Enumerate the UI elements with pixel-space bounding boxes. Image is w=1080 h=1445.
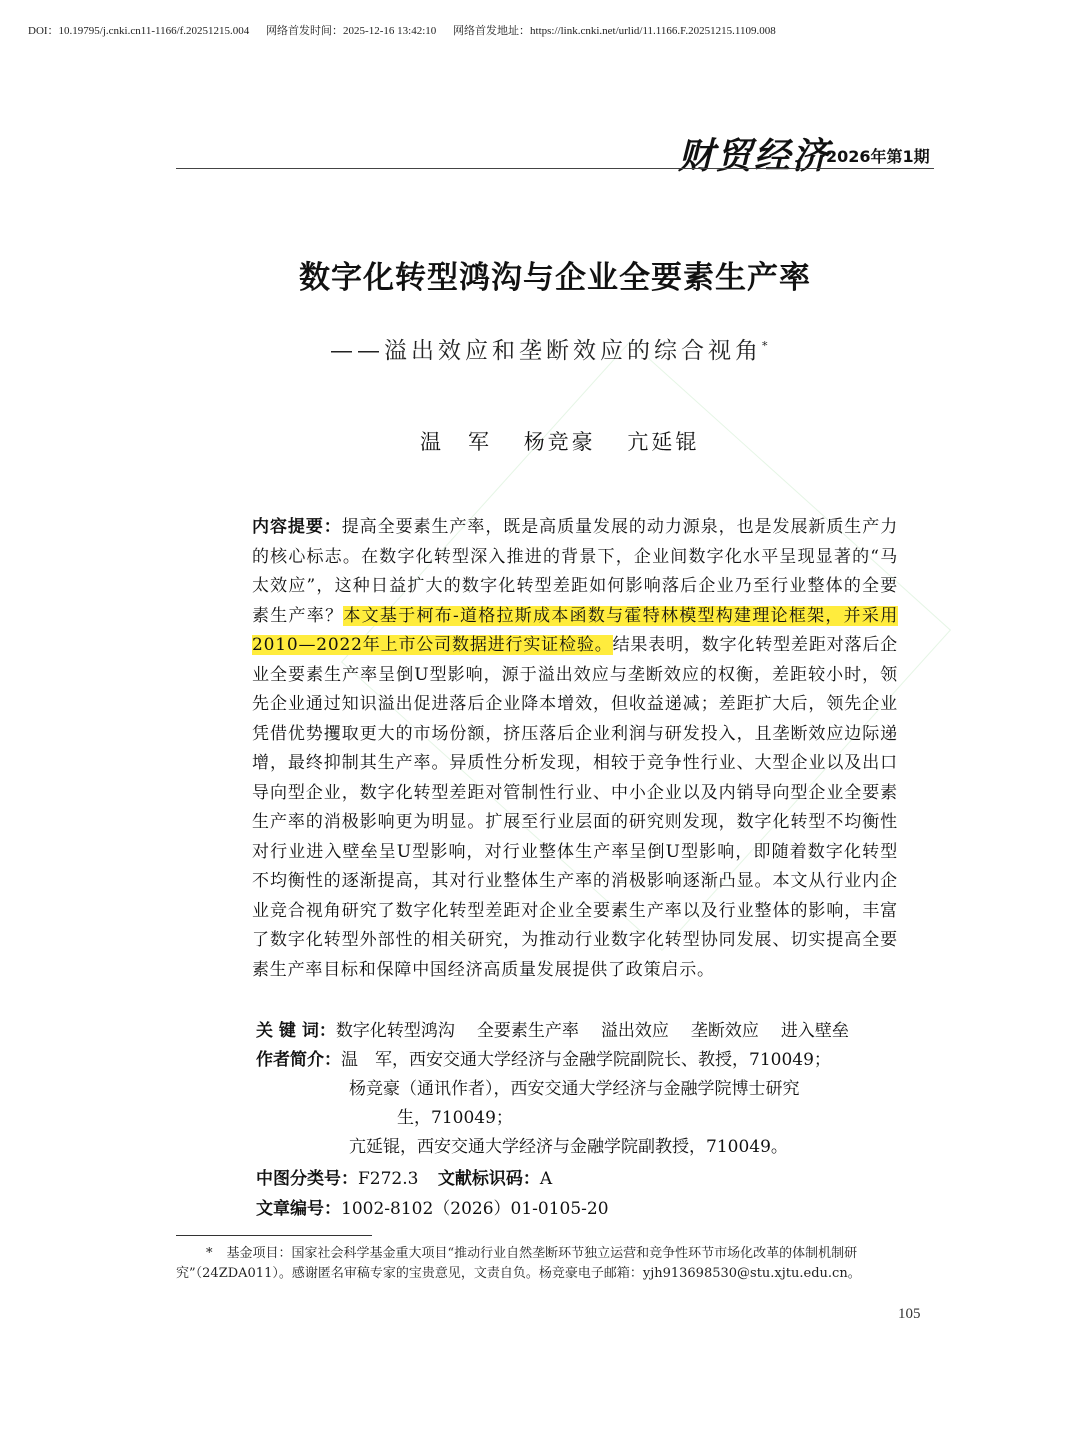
keywords-line (256, 1017, 871, 1046)
funding-marker[interactable]: * (762, 339, 768, 353)
author-list (420, 426, 721, 456)
online-time: 网络首发时间：2025-12-16 13:42:10 (266, 25, 437, 37)
doc-code-label: 文献标识码： (437, 1169, 540, 1189)
footnote (176, 1244, 936, 1284)
footnote-marker: * (206, 1246, 213, 1261)
clc-label: 中图分类号： (256, 1169, 358, 1189)
keyword-item: 进入壁垒 (780, 1021, 849, 1041)
abstract-paragraph (212, 513, 898, 985)
doi-text[interactable]: DOI：10.19795/j.cnki.cn11-1166/f.20251215.004 (28, 25, 250, 37)
article-id-label: 文章编号： (256, 1199, 341, 1219)
page-number: 105 (898, 1306, 921, 1322)
online-url[interactable]: 网络首发地址：https://link.cnki.net/urlid/11.1166.F.20251215.1109.008 (453, 25, 776, 37)
author-name: 亢延锟 (627, 430, 700, 454)
keyword-item: 数字化转型鸿沟 (335, 1021, 455, 1041)
clc-value: F272.3 (358, 1169, 419, 1189)
keyword-item: 溢出效应 (600, 1021, 669, 1041)
subtitle-text: ——溢出效应和垄断效应的综合视角 (330, 338, 762, 364)
article-subtitle (330, 332, 768, 365)
author-info (256, 1046, 906, 1162)
author-name: 温 军 (420, 430, 492, 454)
author-info-line: 杨竞豪（通讯作者），西安交通大学经济与金融学院博士研究 (349, 1079, 800, 1099)
highlighted-text[interactable]: 本文基于柯布-道格拉斯成本函数与霍特林模型构建理论框架，并采用2010—2022年上市公司数据进行实证检验。 (252, 605, 899, 655)
author-info-line: 生，710049； (397, 1108, 513, 1128)
footnote-divider (176, 1235, 372, 1236)
article-id-line (256, 1195, 609, 1224)
abstract (212, 513, 898, 985)
author-name: 杨竞豪 (523, 430, 596, 454)
author-info-text: 温 军，西安交通大学经济与金融学院副院长、教授，710049； (341, 1050, 831, 1070)
author-info-line: 亢延锟，西安交通大学经济与金融学院副教授，710049。 (349, 1137, 788, 1157)
header-divider (176, 168, 934, 169)
classification-line (256, 1165, 552, 1194)
keywords-label: 关 键 词： (256, 1021, 336, 1041)
keyword-item: 垄断效应 (690, 1021, 759, 1041)
issue-label: 2026年第1期 (826, 147, 930, 166)
abstract-text: 提高全要素生产率，既是高质量发展的动力源泉，也是发展新质生产力的核心标志。在数字化转型深入推进的背景下，企业间数字化水平呈现显著的“马太效应”，这种日益扩大的数字化转型差距如何影响落后企业乃至行业整体的全要素生产率？ (252, 517, 898, 626)
journal-logo: 财贸经济 (678, 135, 831, 177)
author-info-line (256, 1046, 906, 1075)
keyword-item: 全要素生产率 (476, 1021, 579, 1041)
author-info-label: 作者简介： (256, 1050, 341, 1070)
article-title: 数字化转型鸿沟与企业全要素生产率 (299, 260, 811, 296)
abstract-label: 内容提要： (252, 517, 342, 537)
abstract-text-continued: 结果表明，数字化转型差距对落后企业全要素生产率呈倒U型影响，源于溢出效应与垄断效应的权衡，差距较小时，领先企业通过知识溢出促进落后企业降本增效，但收益递减；差距扩大后，领先企业凭借优势攫取更大的市场份额，挤压落后企业利润与研发投入，且垄断效应边际递增，最终抑制其生产率。异质性分析发现，相较于竞争性行业、大型企业以及出口导向型企业，数字化转型差距对管制性行业、中小企业以及内销导向型企业全要素生产率的消极影响更为明显。扩展至行业层面的研究则发现，数字化转型不均衡性对行业进入壁垒呈U型影响，对行业整体生产率呈倒U型影响，即随着数字化转型不均衡性的逐渐提高，其对行业整体生产率的消极影响逐渐凸显。本文从行业内企业竞合视角研究了数字化转型差距对企业全要素生产率以及行业整体的影响，丰富了数字化转型外部性的相关研究，为推动行业数字化转型协同发展、切实提高全要素生产率目标和保障中国经济高质量发展提供了政策启示。 (252, 635, 898, 980)
doc-code-value: A (539, 1169, 553, 1189)
doi-header (28, 22, 790, 38)
article-id-value: 1002-8102（2026）01-0105-20 (341, 1199, 609, 1219)
footnote-text: 基金项目：国家社会科学基金重大项目“推动行业自然垄断环节独立运营和竞争性环节市场化改革的体制机制研究”（24ZDA011）。感谢匿名审稿专家的宝贵意见，文责自负。杨竞豪电子邮箱：yjh913698530@stu.xjtu.edu.cn。 (176, 1246, 861, 1281)
